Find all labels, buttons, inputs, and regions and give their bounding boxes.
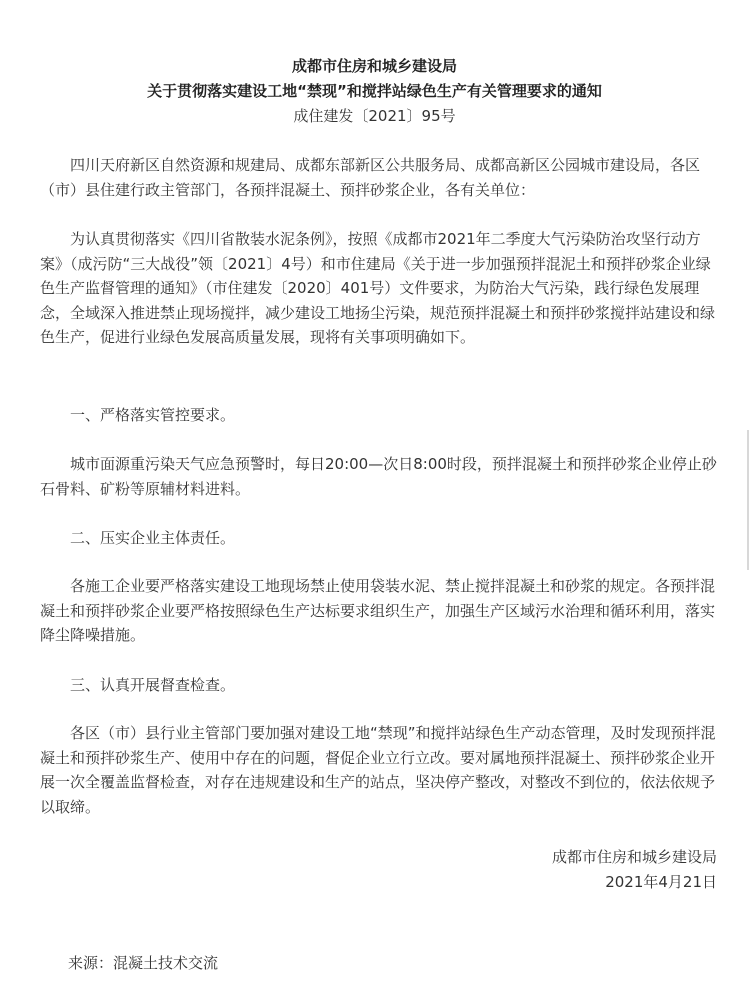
- issuer-title: 成都市住房和城乡建设局: [291, 57, 457, 75]
- section-3-heading: 三、认真开展督查检查。: [70, 676, 236, 694]
- source-line: 来源：混凝土技术交流: [68, 954, 219, 972]
- section-3-body: 各区（市）县行业主管部门要加强对建设工地“禁现”和搅拌站绿色生产动态管理，及时发现预拌混凝土和预拌砂浆生产、使用中存在的问题，督促企业立行立改。要对属地预拌混凝土、预拌砂浆企业开展一次全覆盖监督检查，对存在违规建设和生产的站点，坚决停产整改，对整改不到位的，依法依规予以取缔。: [40, 724, 716, 816]
- section-2-body: 各施工企业要严格落实建设工地现场禁止使用袋装水泥、禁止搅拌混凝土和砂浆的规定。各预拌混凝土和预拌砂浆企业要严格按照绿色生产达标要求组织生产，加强生产区域污水治理和循环利用，落实降尘降噪措施。: [40, 577, 716, 644]
- document-title: 关于贯彻落实建设工地“禁现”和搅拌站绿色生产有关管理要求的通知: [147, 82, 602, 100]
- signature-date: 2021年4月21日: [605, 873, 717, 891]
- section-1-body: 城市面源重污染天气应急预警时，每日20:00—次日8:00时段，预拌混凝土和预拌砂浆企业停止砂石骨料、矿粉等原辅材料进料。: [40, 455, 717, 498]
- document-number: 成住建发〔2021〕95号: [293, 107, 456, 125]
- section-1-heading: 一、严格落实管控要求。: [70, 406, 236, 424]
- intro-paragraph: 为认真贯彻落实《四川省散装水泥条例》，按照《成都市2021年二季度大气污染防治攻坚行动方案》（成污防“三大战役”领〔2021〕4号）和市住建局《关于进一步加强预拌混泥土和预拌砂浆企业绿色生产监督管理的通知》（市住建发〔2020〕401号）文件要求，为防治大气污染，践行绿色发展理念，全域深入推进禁止现场搅拌，减少建设工地扬尘污染，规范预拌混凝土和预拌砂浆搅拌站建设和绿色生产，促进行业绿色发展高质量发展，现将有关事项明确如下。: [40, 230, 716, 346]
- addressees-paragraph: 四川天府新区自然资源和规建局、成都东部新区公共服务局、成都高新区公园城市建设局，各区（市）县住建行政主管部门，各预拌混凝土、预拌砂浆企业，各有关单位：: [40, 156, 701, 199]
- section-2-heading: 二、压实企业主体责任。: [70, 529, 236, 547]
- signature-org: 成都市住房和城乡建设局: [551, 848, 717, 866]
